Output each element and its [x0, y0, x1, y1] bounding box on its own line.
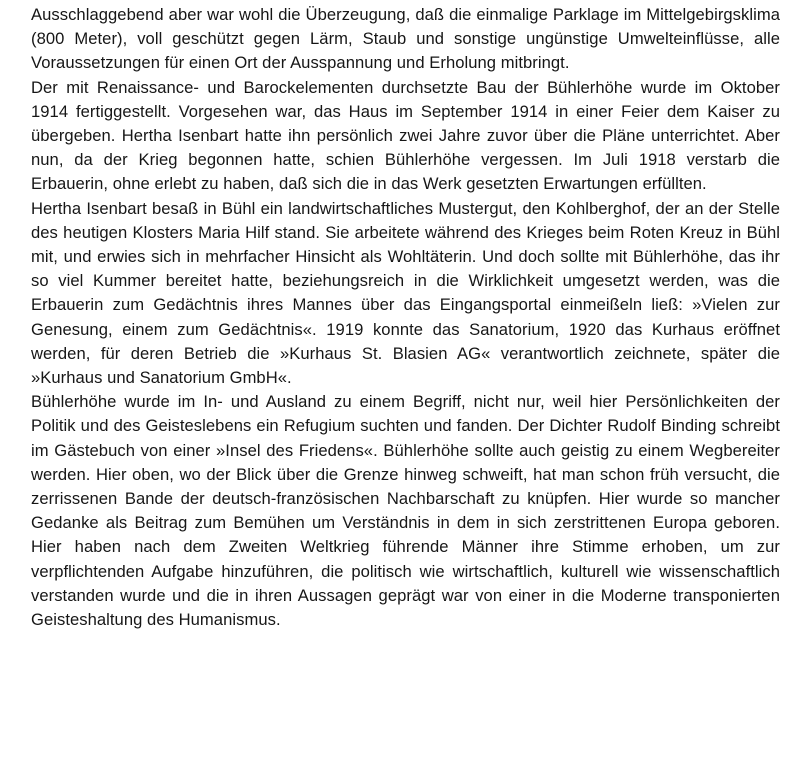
paragraph-bau: Der mit Renaissance- und Barockelementen durchsetzte Bau der Bühlerhöhe wurde im Oktober 1914 fertiggestellt. Vorgesehen war, das Haus im September 1914 in einer Feier dem Kaiser zu übergeben. Hertha Isenbart hatte ihn persönlich zwei Jahre zuvor über die Pläne unterrichtet. Aber nun, da der Krieg begonnen hatte, schien Bühlerhöhe vergessen. Im Juli 1918 verstarb die Erbauerin, ohne erlebt zu haben, daß sich die in das Werk gesetzten Erwartungen erfüllten.	[31, 77, 780, 194]
paragraph-begriff: Bühlerhöhe wurde im In- und Ausland zu einem Begriff, nicht nur, weil hier Persönlichkeiten der Politik und des Geisteslebens ein Refugium suchten und fanden. Der Dichter Rudolf Binding schreibt im Gästebuch von einer »Insel des Friedens«. Bühlerhöhe sollte auch geistig zu einem Wegbereiter werden. Hier oben, wo der Blick über die Grenze hinweg schweift, hat man schon früh versucht, die zerrissenen Bande der deutsch-französischen Nachbarschaft zu knüpfen. Hier wurde so mancher Gedanke als Beitrag zum Bemühen um Verständnis in dem in sich zerstrittenen Europa geboren. Hier haben nach dem Zweiten Weltkrieg führende Männer ihre Stimme erhoben, um zur verpflichtenden Aufgabe hinzuführen, die politisch wie wirtschaftlich, kulturell wie wissenschaftlich verstanden wurde und die in ihren Aussagen geprägt war von einer in die Moderne transponierten Geisteshaltung des Humanismus.	[31, 392, 780, 630]
paragraph-parklage: Ausschlaggebend aber war wohl die Überzeugung, daß die einmalige Parklage im Mittelgebirgsklima (800 Meter), voll geschützt gegen Lärm, Staub und sonstige ungünstige Umwelteinflüsse, alle Voraussetzungen für einen Ort der Ausspannung und Erholung mitbringt.	[31, 5, 780, 73]
document-page	[31, 3, 780, 632]
paragraph-isenbart: Hertha Isenbart besaß in Bühl ein landwirtschaftliches Mustergut, den Kohlberghof, der an der Stelle des heutigen Klosters Maria Hilf stand. Sie arbeitete während des Krieges beim Roten Kreuz in Bühl mit, und erwies sich in mehrfacher Hinsicht als Wohltäterin. Und doch sollte mit Bühlerhöhe, das ihr so viel Kummer bereitet hatte, beziehungsreich in die Wirklichkeit umgesetzt werden, was die Erbauerin zum Gedächtnis ihres Mannes über das Eingangsportal einmeißeln ließ: »Vielen zur Genesung, einem zum Gedächtnis«. 1919 konnte das Sanatorium, 1920 das Kurhaus eröffnet werden, für deren Betrieb die »Kurhaus St. Blasien AG« verantwortlich zeichnete, später die »Kurhaus und Sanatorium GmbH«.	[31, 198, 780, 388]
